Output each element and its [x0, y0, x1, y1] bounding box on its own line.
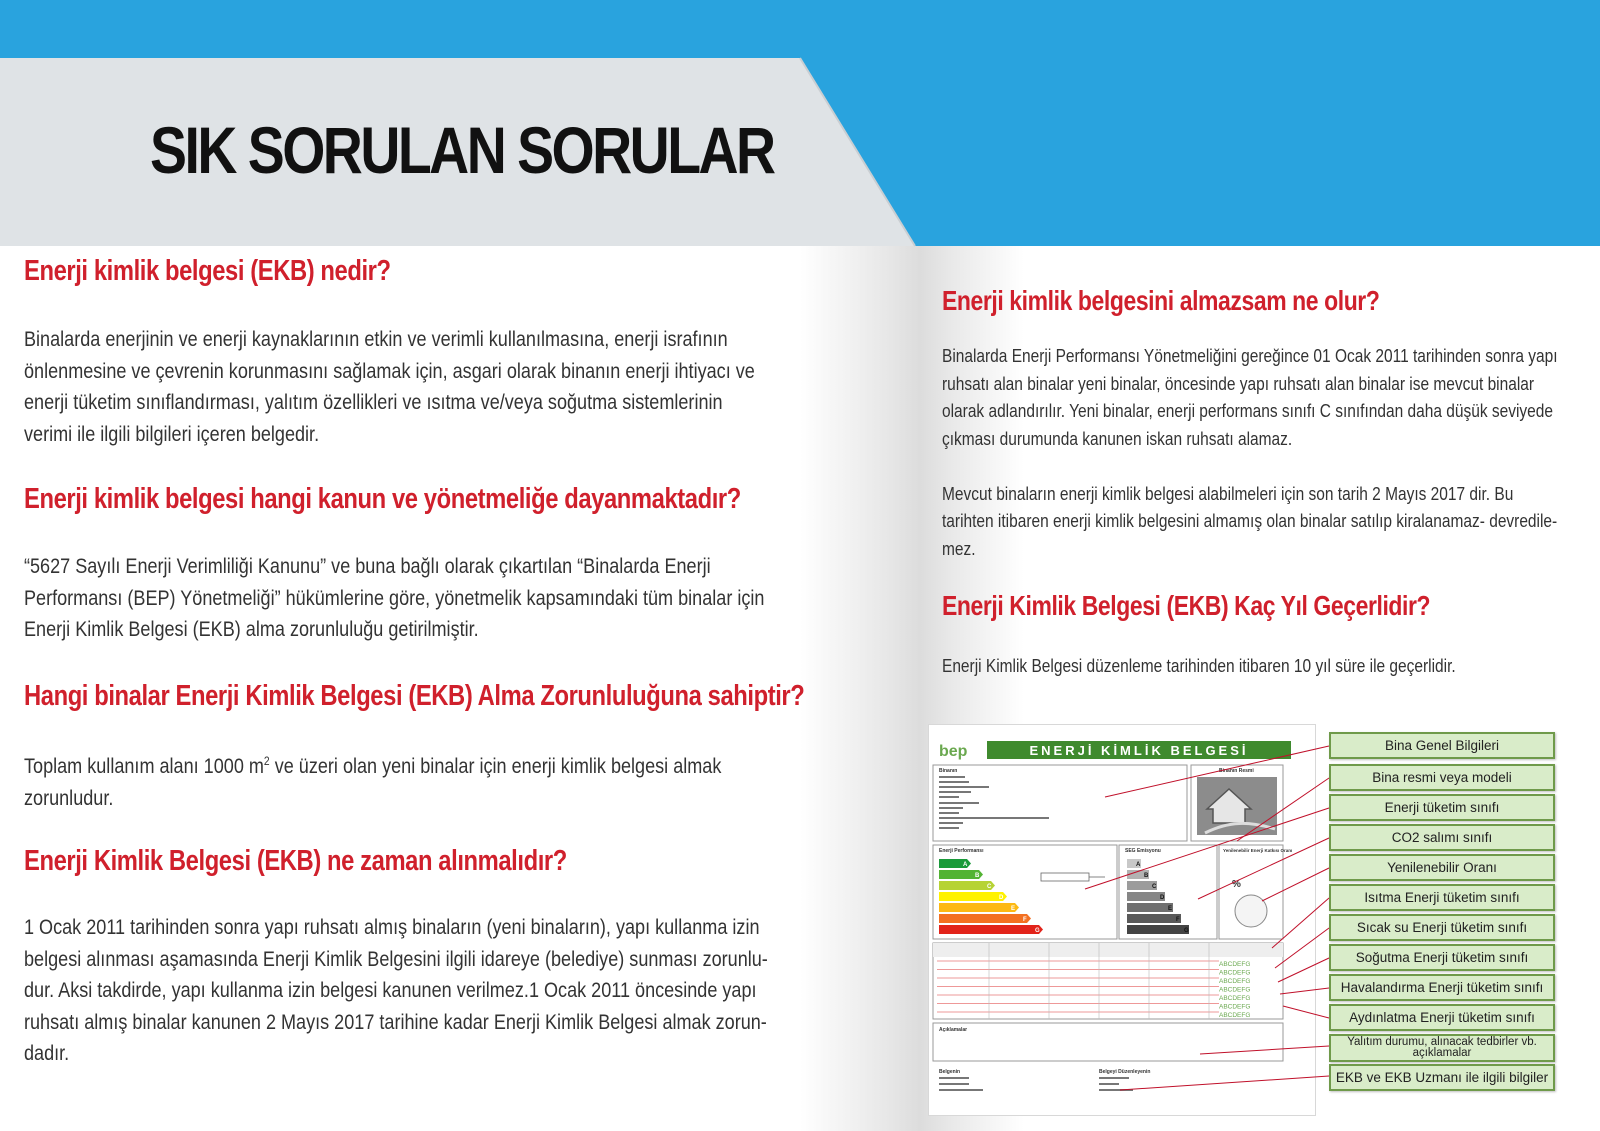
- section-yenilenebilir: Yenilenebilir Enerji Katkısı Oranı: [1223, 848, 1293, 853]
- answer-line: verimi ile ilgili bilgileri içeren belgedir.: [24, 422, 320, 446]
- class-scale-text: ABCDEFG: [1219, 961, 1251, 968]
- section-sera: SEG Emisyonu: [1125, 848, 1161, 854]
- energy-class-letter: D: [999, 895, 1004, 901]
- energy-class-letter: E: [1011, 906, 1016, 912]
- answer-line: Enerji Kimlik Belgesi (EKB) alma zorunluluğu getirilmiştir.: [24, 618, 479, 641]
- answer-line: çıkması durumunda kanunen iskan ruhsatı alamaz.: [942, 428, 1293, 449]
- section-bina: Binanın: [939, 768, 958, 774]
- page-title: SIK SORULAN SORULAR: [150, 113, 774, 187]
- answer-line: mez.: [942, 538, 976, 559]
- answer-line: Enerji Kimlik Belgesi düzenleme tarihinden itibaren 10 yıl süre ile geçerlidir.: [942, 656, 1456, 676]
- certificate-header: ENERJİ KİMLİK BELGESİ: [1029, 743, 1249, 758]
- section-perf: Enerji Performansı: [939, 848, 984, 854]
- class-scale-text: ABCDEFG: [1219, 978, 1251, 985]
- callout-label: Enerji tüketim sınıfı: [1329, 794, 1555, 821]
- energy-class-letter: G: [1035, 928, 1040, 934]
- question-heading: Hangi binalar Enerji Kimlik Belgesi (EKB) Alma Zorunluluğuna sahiptir?: [24, 680, 805, 712]
- energy-class-letter: A: [963, 862, 968, 868]
- answer-line: dur. Aksi takdirde, yapı kullanma izin belgesi kanunen verilmez.1 Ocak 2011 öncesinde yapı: [24, 979, 757, 1002]
- class-scale-text: ABCDEFG: [1219, 969, 1251, 977]
- answer-line: belgesi alınması aşamasında Enerji Kimlik Belgesini ilgili idareye (belediye) sunması zorunlu-: [24, 947, 768, 971]
- question-heading: Enerji kimlik belgesi (EKB) nedir?: [24, 255, 391, 287]
- answer-line: Toplam kullanım alanı 1000 $m^2$ ve üzeri olan yeni binalar için enerji kimlik belgesi almak: [24, 754, 722, 778]
- callout-label: EKB ve EKB Uzmanı ile ilgili bilgiler: [1329, 1064, 1555, 1091]
- answer-line: 1 Ocak 2011 tarihinden sonra yapı ruhsatı almış binaların (yeni binaların), yapı kullanma izin: [24, 916, 760, 939]
- section-aciklamalar: Açıklamalar: [939, 1027, 968, 1033]
- energy-class-letter: B: [975, 873, 980, 879]
- callout-label: Bina Genel Bilgileri: [1329, 732, 1555, 759]
- answer-line: Performansı (BEP) Yönetmeliği” hükümlerine göre, yönetmelik kapsamındaki tüm binalar için: [24, 586, 765, 610]
- emission-class-letter: D: [1160, 895, 1165, 901]
- emission-class-letter: G: [1184, 928, 1189, 934]
- answer-line: ruhsatı almış binalar kanunen 2 Mayıs 2017 tarihine kadar Enerji Kimlik Belgesi almak zorun-: [24, 1010, 767, 1034]
- callout-label: Soğutma Enerji tüketim sınıfı: [1329, 944, 1555, 971]
- callout-label: Aydınlatma Enerji tüketim sınıfı: [1329, 1004, 1555, 1031]
- bep-logo: bep: [939, 743, 968, 760]
- answer-line: zorunludur.: [24, 786, 114, 810]
- answer-line: “5627 Sayılı Enerji Verimliliği Kanunu” ve buna bağlı olarak çıkartılan “Binalarda Enerji: [24, 555, 711, 578]
- question-heading: Enerji Kimlik Belgesi (EKB) Kaç Yıl Geçerlidir?: [942, 590, 1431, 621]
- question-heading: Enerji Kimlik Belgesi (EKB) ne zaman alınmalıdır?: [24, 845, 567, 877]
- class-scale-text: ABCDEFG: [1219, 1012, 1251, 1019]
- section-duzenleyen: Belgeyi Düzenleyenin: [1099, 1069, 1151, 1075]
- answer-line: önlenmesine ve çevrenin korunmasını sağlamak için, asgari olarak binanın enerji ihtiyacı ve: [24, 359, 755, 383]
- class-scale-text: ABCDEFG: [1219, 995, 1251, 1002]
- callout-label: Sıcak su Enerji tüketim sınıfı: [1329, 914, 1555, 941]
- callout-label: Isıtma Enerji tüketim sınıfı: [1329, 884, 1555, 911]
- class-scale-text: ABCDEFG: [1219, 986, 1251, 994]
- question-heading: Enerji kimlik belgesi hangi kanun ve yönetmeliğe dayanmaktadır?: [24, 483, 741, 515]
- answer-line: dadır.: [24, 1042, 70, 1065]
- emission-class-letter: C: [1152, 884, 1157, 890]
- svg-text:%: %: [1232, 879, 1241, 890]
- emission-class-letter: F: [1176, 917, 1180, 923]
- section-belge: Belgenin: [939, 1069, 961, 1075]
- answer-line: Mevcut binaların enerji kimlik belgesi alabilmeleri için son tarih 2 Mayıs 2017 dir. Bu: [942, 483, 1514, 504]
- callout-label: Havalandırma Enerji tüketim sınıfı: [1329, 974, 1555, 1001]
- section-resim: Binanın Resmi: [1219, 768, 1254, 774]
- callout-label: CO2 salımı sınıfı: [1329, 824, 1555, 851]
- emission-class-letter: A: [1136, 862, 1141, 868]
- answer-line: enerji tüketim sınıflandırması, yalıtım özellikleri ve ısıtma ve/veya soğutma sistemlerinin: [24, 391, 723, 414]
- answer-line: tarihten itibaren enerji kimlik belgesini almamış olan binalar satılıp kiralanamaz- devredile-: [942, 511, 1558, 531]
- emission-class-letter: B: [1144, 873, 1149, 879]
- answer-line: Binalarda Enerji Performansı Yönetmeliğini gereğince 01 Ocak 2011 tarihinden sonra yapı: [942, 346, 1558, 366]
- question-heading: Enerji kimlik belgesini almazsam ne olur?: [942, 285, 1380, 316]
- emission-class-letter: E: [1168, 906, 1173, 912]
- energy-class-letter: F: [1023, 917, 1027, 923]
- class-scale-text: ABCDEFG: [1219, 1003, 1251, 1011]
- answer-line: Binalarda enerjinin ve enerji kaynaklarının etkin ve verimli kullanılmasına, enerji israfının: [24, 328, 728, 351]
- callout-label: Yalıtım durumu, alınacak tedbirler vb. açıklamalar: [1329, 1034, 1555, 1062]
- energy-class-letter: C: [987, 884, 992, 890]
- answer-line: ruhsatı alan binalar yeni binalar, öncesinde yapı ruhsatı alan binalar ise mevcut binalar: [942, 373, 1535, 394]
- answer-line: olarak adlandırılır. Yeni binalar, enerji performans sınıfı C sınıfından daha düşük seviyede: [942, 401, 1553, 421]
- callout-label: Bina resmi veya modeli: [1329, 764, 1555, 791]
- callout-label: Yenilenebilir Oranı: [1329, 854, 1555, 881]
- superscript: 2: [263, 754, 270, 768]
